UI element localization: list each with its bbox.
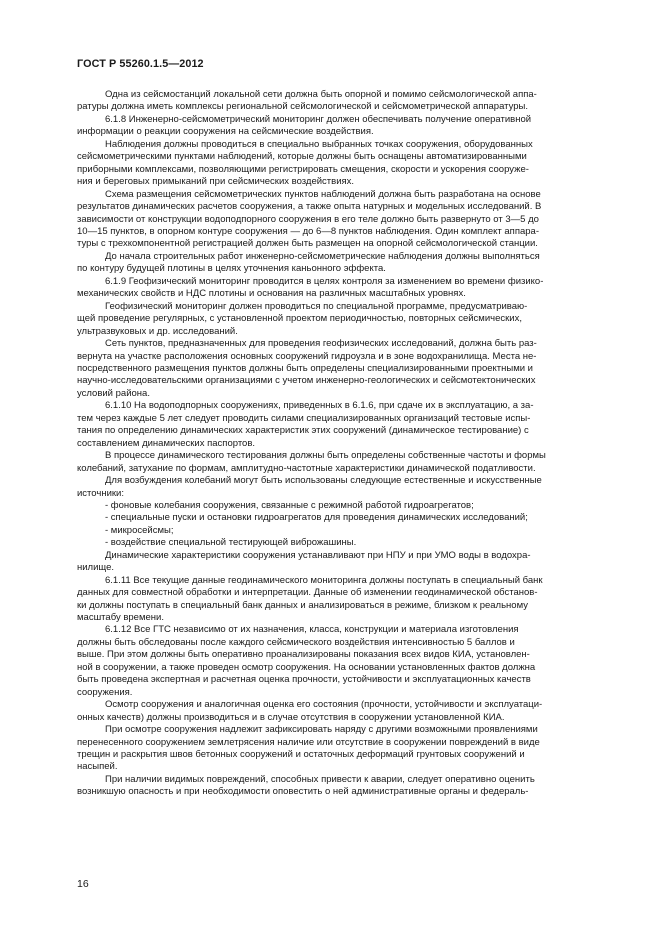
paragraph: В процессе динамического тестирования должны быть определены собственные частоты и формы колебаний, затухание по формам, амплитудно-частотные характеристики динамической податливости. <box>77 450 546 474</box>
paragraph: Геофизический мониторинг должен проводиться по специальной программе, предусматриваю- щей проведение регулярных, с установленной проектом периодичностью, повторных сейсмических, ультразвуковых и др. исследований. <box>77 300 528 337</box>
paragraph: Динамические характеристики сооружения устанавливают при НПУ и при УМО воды в водохра- нилище. <box>77 549 531 574</box>
paragraph-section-6-1-8: 6.1.8 Инженерно-сейсмометрический мониторинг должен обеспечивать получение оперативной информации о реакции сооружения на сейсмические воздействия. <box>77 113 532 138</box>
paragraph: Сеть пунктов, предназначенных для проведения геофизических исследований, должна быть раз- вернута на участке расположения основных сооружений гидроузла и в зоне водохранилища. Места не- посредственного размещения пунктов должны быть определены специализированными проектными и научно-исследовательскими организациями с учетом инженерно-геологических и сейсмотектонических условий района. <box>77 338 537 399</box>
paragraph: Схема размещения сейсмометрических пунктов наблюдений должна быть разработана на основе результатов динамических расчетов сооружения, а также опыта натурных и модельных исследований. В зависимости от конструкции водоподпорного сооружения в его теле должно быть развернуто от 3—5 до 10—15 пунктов, в опорном контуре сооружения — до 6—8 пунктов наблюдения. Один комплект аппара- туры с трехкомпонентной регистрацией должен быть размещен на опорной сейсмологической станции. <box>77 188 542 250</box>
paragraph: Для возбуждения колебаний могут быть использованы следующие естественные и искусственные источники: <box>77 475 542 499</box>
paragraph-section-6-1-12: 6.1.12 Все ГТС независимо от их назначения, класса, конструкции и материала изготовления должны быть обследованы после каждого сейсмического воздействия интенсивностью 5 баллов и выше. При этом должны быть оперативно проанализированы показания всех видов КИА, установлен- ной в сооружении, а также проведен осмотр сооружения. На основании установленных фактов должна быть проведена экспертная и расчетная оценка прочности, устойчивости и эксплуатационных качеств сооружения. <box>77 624 536 698</box>
paragraph: Наблюдения должны проводиться в специально выбранных точках сооружения, оборудованных сейсмометрическими пунктами наблюдений, которые должны быть оснащены автоматизированными приборными комплексами, позволяющими регистрировать смещения, скорости и ускорения сооруже- ния и береговых примыканий при сейсмических воздействиях. <box>77 138 533 188</box>
document-body <box>77 89 581 799</box>
list-item: - фоновые колебания сооружения, связанные с режимной работой гидроагрегатов; <box>105 499 474 511</box>
list-item: - специальные пуски и остановки гидроагрегатов для проведения динамических исследований; <box>105 512 528 524</box>
paragraph: При осмотре сооружения надлежит зафиксировать наряду с другими возможными проявлениями перенесенного сооружением землетрясения наличие или отсутствие в сооружении повреждений в виде трещин и раскрытия швов бетонных сооружений и остаточных деформаций грунтовых сооружений и насыпей. <box>77 724 540 773</box>
paragraph-section-6-1-11: 6.1.11 Все текущие данные геодинамического мониторинга должны поступать в специальный банк данных для совместной обработки и интерпретации. Данные об изменении геодинамической обстанов- ки должны поступать в специальный банк данных и анализироваться в режиме, близком к реальному масштабу времени. <box>77 574 543 624</box>
list-item: - микросейсмы; <box>105 524 174 536</box>
paragraph: До начала строительных работ инженерно-сейсмометрические наблюдения должны выполняться по контуру будущей плотины в целях уточнения каньонного эффекта. <box>77 250 540 275</box>
paragraph-section-6-1-9: 6.1.9 Геофизический мониторинг проводится в целях контроля за изменением во времени физико- механических свойств и НДС плотины и основания на различных масштабных уровнях. <box>77 275 544 300</box>
paragraph: Осмотр сооружения и аналогичная оценка его состояния (прочности, устойчивости и эксплуатаци- онных качеств) должны производиться и в случае отсутствия в сооружении установленной КИА. <box>77 699 543 723</box>
list-item: - воздействие специальной тестирующей виброжашины. <box>105 537 357 549</box>
paragraph: Одна из сейсмостанций локальной сети должна быть опорной и помимо сейсмологической аппа- ратуры должна иметь комплексы региональной сейсмологической и сейсмометрической аппаратуры. <box>77 89 537 113</box>
document-header: ГОСТ Р 55260.1.5—2012 <box>77 58 204 70</box>
paragraph-section-6-1-10: 6.1.10 На водоподпорных сооружениях, приведенных в 6.1.6, при сдаче их в эксплуатацию, а за- тем через каждые 5 лет следует проводить силами специализированных организаций тестовые испы- тания по определению динамических характеристик этих сооружений (динамическое тестирование) с составлением динамических паспортов. <box>77 400 534 449</box>
page-number: 16 <box>77 878 89 890</box>
paragraph: При наличии видимых повреждений, способных привести к аварии, следует оперативно оценить возникшую опасность и при необходимости оповестить о ней административные органы и федераль- <box>77 773 535 798</box>
